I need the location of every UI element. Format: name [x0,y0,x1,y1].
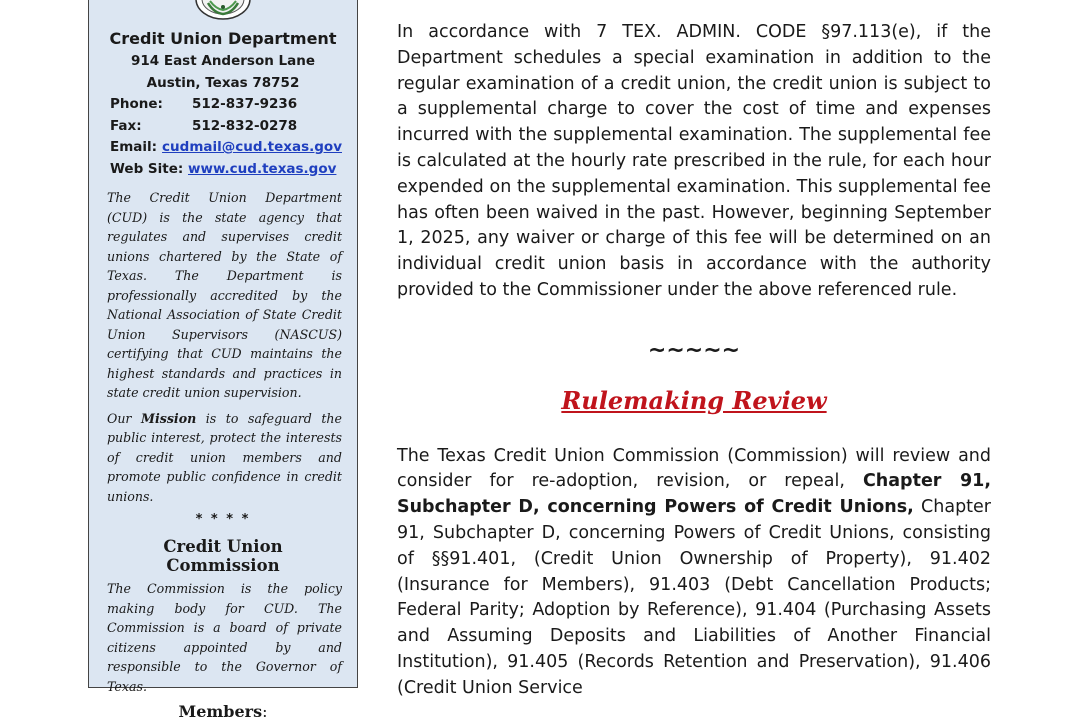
rulemaking-paragraph [397,444,991,702]
address-line-2: Austin, Texas 78752 [146,75,300,91]
website-label: Web Site: [110,160,184,177]
members-label: Members [178,702,263,721]
phone-number: 512-837-9236 [192,96,298,112]
mission-text: is to safeguard the public interest, protect the interests of credit union members and promote public confidence in credit unions. [107,410,342,504]
main-content [397,20,991,702]
rulemaking-review-title: Rulemaking Review [561,385,827,415]
rulemaking-intro: The Texas Credit Union Commission (Commission) will review and consider for re-adoption, revision, or repeal, [397,445,991,492]
email-link[interactable]: cudmail@cud.texas.gov [162,139,342,155]
website-row [110,159,342,181]
fax-row [110,116,342,138]
fax-label: Fax: [110,117,142,134]
org-name: Credit Union Department [109,29,337,48]
rulemaking-chapter-bold: Chapter 91, Subchapter D, concerning Powers of Credit Unions, [397,471,991,518]
about-cud-text: The Credit Union Department (CUD) is the state agency that regulates and supervises credit unions chartered by the State of Texas. The Department is professionally accredited by the National Association of State Credit Union Supervisors (NASCUS) certifying that CUD maintains the highest standards and practices in state credit union supervision. [107,190,342,400]
rulemaking-details: Chapter 91, Subchapter D, concerning Powers of Credit Unions, consisting of §§91.401, (Credit Union Ownership of Property), 91.402 (Insurance for Members), 91.403 (Debt Cancellation Products; Federal Parity; Adoption by Reference), 91.404 (Purchasing Assets and Assuming Deposits and Liabilities of Another Financial Institution), 91.405 (Records Retention and Preservation), 91.406 (Credit Union Service [397,497,991,698]
members-colon: : [262,702,268,721]
commission-title: Credit Union Commission [163,537,283,575]
supplemental-fee-paragraph: In accordance with 7 TEX. ADMIN. CODE §97.113(e), if the Department schedules a special examination in addition to the regular examination of a credit union, the credit union is subject to a supplemental charge to cover the cost of time and expenses incurred with the supplemental examination. The supplemental fee is calculated at the hourly rate prescribed in the rule, for each hour expended on the supplemental examination. This supplemental fee has often been waived in the past. However, beginning September 1, 2025, any waiver or charge of this fee will be determined on an individual credit union basis in accordance with the authority provided to the Commissioner under the above referenced rule. [397,22,991,300]
website-link[interactable]: www.cud.texas.gov [188,160,337,177]
fax-number: 512-832-0278 [192,117,298,134]
commission-text: The Commission is the policy making body for CUD. The Commission is a board of private citizens appointed by and responsible to the Governor of Texas. [107,581,342,694]
email-label: Email: [110,139,158,155]
state-seal-logo [194,0,252,21]
members-title [104,702,342,721]
mission-prefix: Our [107,410,141,426]
address-line-1: 914 East Anderson Lane [130,53,316,69]
section-separator: * * * * [195,512,251,527]
phone-label: Phone: [110,96,163,112]
sidebar [88,0,358,721]
mission-statement [107,409,342,507]
phone-row [110,94,342,116]
tilde-divider: ~~~~~ [647,337,741,363]
contact-block [110,94,342,180]
mission-word: Mission [141,410,197,426]
email-row [110,137,342,159]
